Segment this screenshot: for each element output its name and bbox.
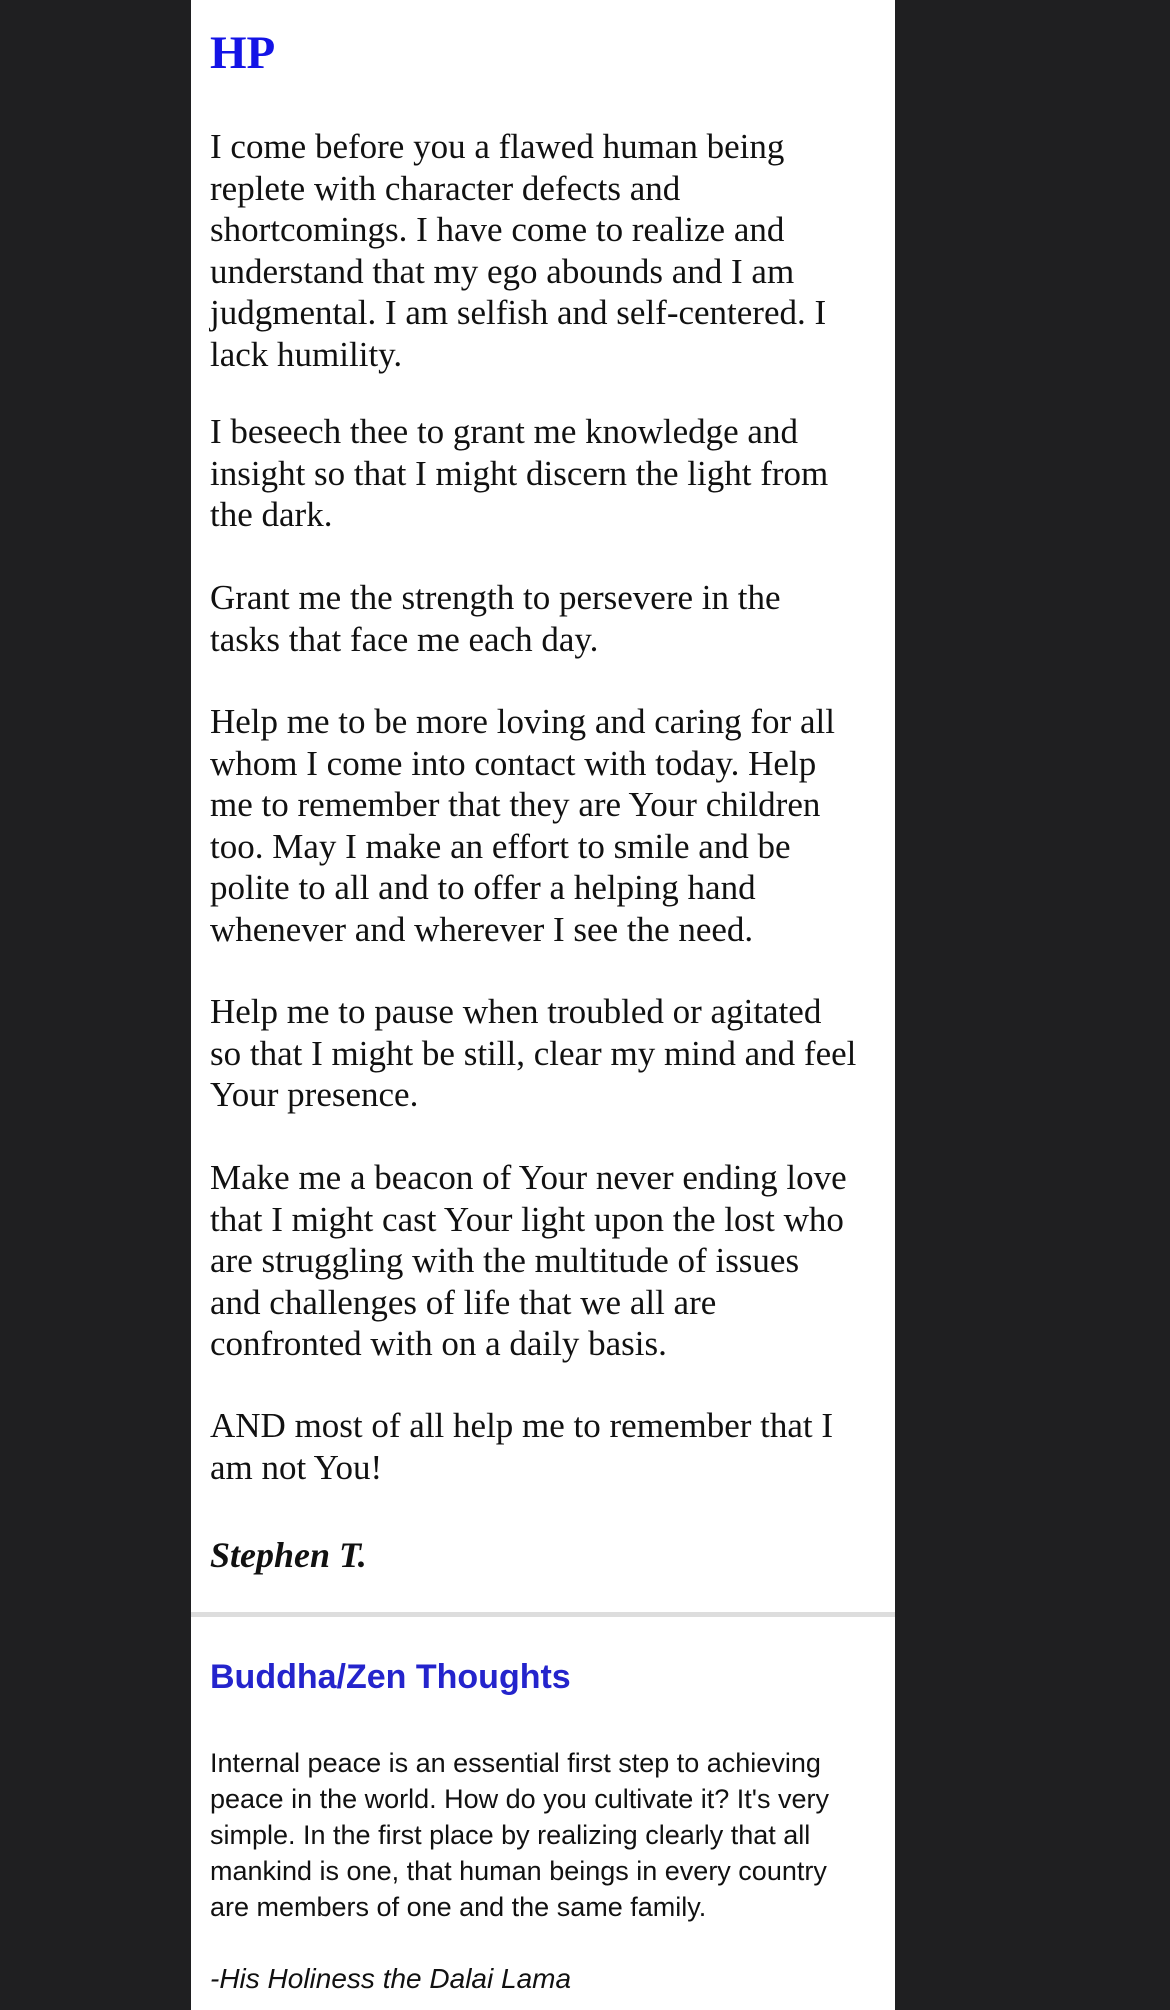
hp-paragraph-5: Help me to pause when troubled or agitated so that I might be still, clear my mind and feel Your presence. [210, 992, 857, 1114]
zen-section-title: Buddha/Zen Thoughts [210, 1658, 571, 1696]
section-divider [191, 1612, 895, 1617]
zen-quote: Internal peace is an essential first step to achieving peace in the world. How do you cultivate it? It's very simple. In the first place by realizing clearly that all mankind is one, that human beings in every country are members of one and the same family. [210, 1748, 829, 1922]
hp-section-title: HP [210, 27, 276, 79]
hp-paragraph-1: I come before you a flawed human being replete with character defects and shortcomings. I have come to realize and understand that my ego abounds and I am judgmental. I am selfish and self-centered. I lack humility. [210, 127, 827, 374]
hp-paragraph-7: AND most of all help me to remember that I am not You! [210, 1406, 834, 1487]
content-column [191, 0, 895, 2010]
hp-paragraph-2: I beseech thee to grant me knowledge and insight so that I might discern the light from the dark. [210, 412, 829, 534]
hp-paragraph-4: Help me to be more loving and caring for all whom I come into contact with today. Help me to remember that they are Your children too. May I make an effort to smile and be polite to all and to offer a helping hand whenever and wherever I see the need. [210, 702, 835, 949]
hp-paragraph-6: Make me a beacon of Your never ending love that I might cast Your light upon the lost who are struggling with the multitude of issues and challenges of life that we all are confronted with on a daily basis. [210, 1158, 847, 1363]
signature: Stephen T. [210, 1535, 367, 1575]
hp-paragraph-3: Grant me the strength to persevere in the tasks that face me each day. [210, 578, 781, 659]
zen-attribution: -His Holiness the Dalai Lama [210, 1963, 572, 1994]
